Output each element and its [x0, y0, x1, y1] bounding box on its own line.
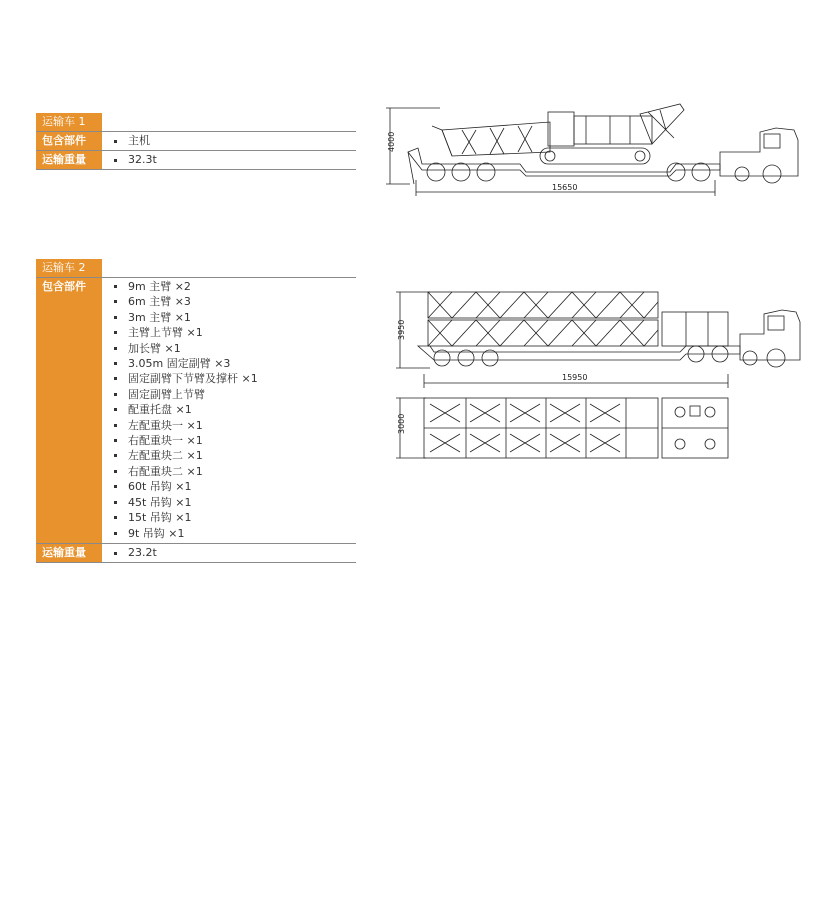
truck2-table: [36, 259, 356, 563]
list-item: 9m 主臂 ×2: [112, 279, 356, 294]
truck1-weight-row: [36, 151, 356, 170]
truck1-title-row: [36, 113, 356, 132]
truck1-side-drawing: [380, 100, 810, 200]
list-item: 加长臂 ×1: [112, 341, 356, 356]
truck2-title-row: [36, 259, 356, 278]
list-item: 固定副臂上节臂: [112, 387, 356, 402]
truck2-parts-list: [112, 279, 356, 541]
truck2-title: 运输车 2: [36, 259, 102, 277]
truck1-parts-row: [36, 132, 356, 151]
list-item: 固定副臂下节臂及撑杆 ×1: [112, 371, 356, 386]
truck1-part-item: 主机: [112, 132, 356, 150]
list-item: 左配重块二 ×1: [112, 448, 356, 463]
truck2-weight-row: [36, 544, 356, 563]
list-item: 6m 主臂 ×3: [112, 294, 356, 309]
list-item: 3.05m 固定副臂 ×3: [112, 356, 356, 371]
list-item: 配重托盘 ×1: [112, 402, 356, 417]
truck2-length-dim: 15950: [562, 373, 588, 382]
truck1-length-dim: 15650: [552, 183, 578, 192]
truck1-parts-label: 包含部件: [36, 132, 102, 150]
list-item: 15t 吊钩 ×1: [112, 510, 356, 525]
truck2-top-drawing: [390, 394, 810, 464]
list-item: 3m 主臂 ×1: [112, 310, 356, 325]
truck1-table: [36, 113, 356, 170]
truck2-weight-label: 运输重量: [36, 544, 102, 562]
truck2-width-dim: 3000: [397, 413, 406, 434]
truck2-parts-row: [36, 278, 356, 544]
truck2-side-drawing: [390, 288, 810, 388]
truck2-weight-value: 23.2t: [112, 544, 356, 562]
list-item: 右配重块一 ×1: [112, 433, 356, 448]
list-item: 9t 吊钩 ×1: [112, 526, 356, 541]
truck2-parts-label: 包含部件: [36, 278, 102, 543]
list-item: 左配重块一 ×1: [112, 418, 356, 433]
list-item: 主臂上节臂 ×1: [112, 325, 356, 340]
truck1-weight-value: 32.3t: [112, 151, 356, 169]
list-item: 60t 吊钩 ×1: [112, 479, 356, 494]
list-item: 右配重块二 ×1: [112, 464, 356, 479]
truck1-height-dim: 4000: [387, 131, 396, 152]
truck1-title: 运输车 1: [36, 113, 102, 131]
truck2-height-dim: 3950: [397, 319, 406, 340]
list-item: 45t 吊钩 ×1: [112, 495, 356, 510]
truck1-weight-label: 运输重量: [36, 151, 102, 169]
